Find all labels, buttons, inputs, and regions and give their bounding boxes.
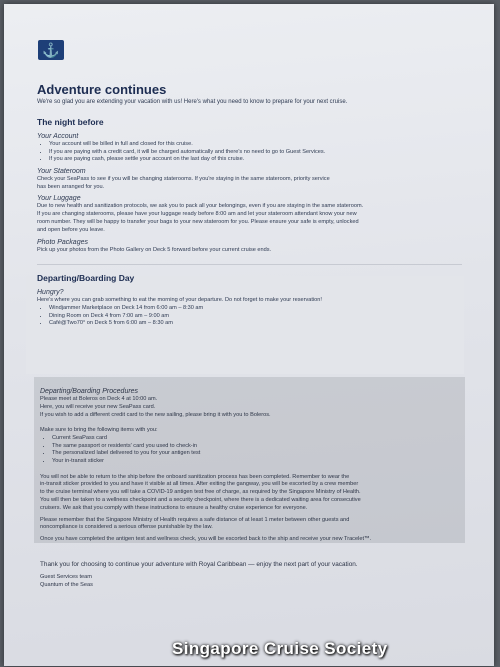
list-item: • Your in-transit sticker [52, 458, 460, 466]
hungry-line: Here's where you can grab something to eat the morning of your departure. Do not forget to make your reservation! [37, 297, 322, 304]
photo-title: Photo Packages [37, 238, 88, 246]
section-divider [37, 264, 462, 265]
account-title: Your Account [37, 133, 79, 140]
page-title: Adventure continues [37, 82, 167, 97]
list-item: • If you are paying cash, please settle your account on the last day of this cruise. [49, 156, 467, 164]
para1-line: You will not be able to return to the ship before the onboard sanitization process has been completed. Remember to wear the [40, 473, 350, 480]
list-item: • Café@Two70° on Deck 5 from 6:00 am – 8:30 am [49, 320, 467, 328]
para1-line: You will then be taken to a wellness checkpoint and a security checkpoint, where there is a dedicated waiting area for consecutive [40, 496, 361, 503]
hungry-title: Hungry? [37, 289, 64, 297]
luggage-line: and open before you leave. [37, 226, 105, 233]
procedures-line: Please meet at Boleros on Deck 4 at 10:00 am. [40, 396, 158, 402]
photo-line: Pick up your photos from the Photo Gallery on Deck 5 forward before your current cruise ends. [37, 246, 272, 253]
para1-line: to the cruise terminal where you will take a COVID-19 antigen test free of charge, as required by the Singapore Ministry of Health. [40, 489, 361, 496]
intro-text: We're so glad you are extending your vacation with us! Here's what you need to know to prepare for your next cruise. [37, 99, 348, 105]
watermark-text: Singapore Cruise Society [172, 639, 388, 658]
bring-list [40, 435, 460, 465]
stateroom-line: has been arranged for you. [37, 183, 105, 190]
list-item: • The personalized label delivered to you for your antigen test [52, 450, 460, 458]
para2-line: noncompliance is considered a serious offense punishable by the law. [40, 524, 213, 531]
list-item: • If you are paying with a credit card, it will be charged automatically and there's no need to go to Guest Services. [49, 149, 467, 157]
list-item: • Your account will be billed in full and closed for this cruise. [49, 141, 467, 149]
para1-line: in-transit sticker provided to you and have it visible at all times. After exiting the gangway, you will be escorted by a crew member [40, 481, 359, 488]
list-item: • The same passport or residents' card you used to check-in [52, 443, 460, 451]
para2-line: Please remember that the Singapore Ministry of Health requires a safe distance of at least 1 meter between other guests and [40, 516, 350, 523]
procedures-title: Departing/Boarding Procedures [40, 388, 139, 395]
letter-page [4, 4, 494, 666]
para1-line: cruisers. We ask that you comply with these instructions to ensure a healthy cruise experience for everyone. [40, 504, 308, 511]
procedures-section [40, 384, 460, 544]
departing-heading: Departing/Boarding Day [37, 273, 135, 284]
thanks-line: Thank you for choosing to continue your adventure with Royal Caribbean — enjoy the next part of your vacation. [40, 561, 358, 568]
meals-list [37, 305, 467, 328]
signature-team: Guest Services team [40, 573, 92, 580]
account-list [37, 141, 467, 164]
luggage-title: Your Luggage [37, 195, 81, 203]
procedures-line: If you wish to add a different credit card to the new sailing, please bring it with you to Boleros. [40, 411, 271, 418]
night-before-heading: The night before [37, 117, 104, 127]
luggage-line: Due to new health and sanitization protocols, we ask you to pack all your belongings, even if you are staying in the same stateroom. [37, 203, 364, 210]
signature-ship: Quantum of the Seas [40, 581, 93, 588]
para3-line: Once you have completed the antigen test and wellness check, you will be escorted back to the ship and receive your new Tracelet™. [40, 536, 372, 543]
closing-section [40, 561, 460, 589]
bring-intro: Make sure to bring the following items with you: [40, 427, 158, 434]
luggage-line: room number. They will be happy to transfer your bags to your new stateroom for you. Please ensure your safe is empty, unlocked [37, 218, 359, 225]
procedures-line: Here, you will receive your new SeaPass card. [40, 403, 156, 410]
stateroom-line: Check your SeaPass to see if you will be changing staterooms. If you're staying in the same stateroom, priority service [37, 175, 330, 182]
stateroom-title: Your Stateroom [37, 167, 86, 175]
list-item: • Current SeaPass card [52, 435, 460, 443]
list-item: • Windjammer Marketplace on Deck 14 from 6:00 am – 8:30 am [49, 305, 467, 313]
letter-content [37, 82, 467, 328]
list-item: • Dining Room on Deck 4 from 7:00 am – 9:00 am [49, 313, 467, 321]
crown-anchor-icon: ⚓ [38, 40, 64, 60]
luggage-line: If you are changing staterooms, please have your luggage ready before 8:00 am and let your stateroom attendant know your new [37, 211, 357, 218]
